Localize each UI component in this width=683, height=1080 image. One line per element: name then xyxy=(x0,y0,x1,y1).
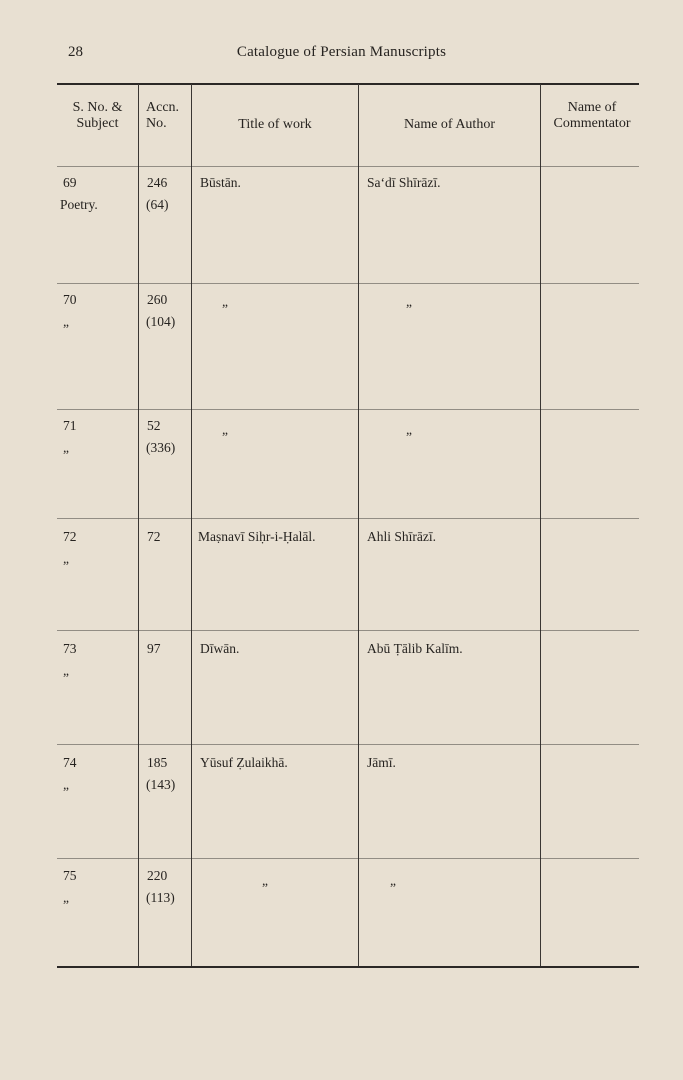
row-author: „ xyxy=(406,294,412,309)
row-subject: „ xyxy=(63,551,69,566)
row-subject: „ xyxy=(63,777,69,792)
table-bottom-rule xyxy=(57,966,639,968)
row-subject: „ xyxy=(63,663,69,678)
column-divider xyxy=(358,84,359,966)
row-accn-old: (336) xyxy=(146,440,176,455)
row-title: Būstān. xyxy=(200,175,241,190)
row-accn-old: (104) xyxy=(146,314,176,329)
row-accn: 185 xyxy=(147,755,168,770)
row-rule xyxy=(57,166,639,167)
row-accn: 72 xyxy=(147,529,161,544)
row-author: Ahli Shīrāzī. xyxy=(367,529,436,544)
row-author: „ xyxy=(406,422,412,437)
header-accn-line2: No. xyxy=(146,116,167,131)
header-sno-line1: S. No. & xyxy=(72,100,123,115)
row-sno: 70 xyxy=(63,292,77,307)
row-accn-old: (143) xyxy=(146,777,176,792)
row-accn-old: (64) xyxy=(146,197,169,212)
row-title: Maṣnavī Siḥr-i-Ḥalāl. xyxy=(198,529,316,544)
row-subject: „ xyxy=(63,440,69,455)
header-accn-line1: Accn. xyxy=(146,100,180,115)
header-author: Name of Author xyxy=(404,117,495,132)
row-author: Jāmī. xyxy=(367,755,396,770)
row-subject: „ xyxy=(63,890,69,905)
row-sno: 71 xyxy=(63,418,77,433)
row-sno: 74 xyxy=(63,755,77,770)
row-sno: 73 xyxy=(63,641,77,656)
column-divider xyxy=(540,84,541,966)
header-sno-line2: Subject xyxy=(76,116,119,131)
header-commentator xyxy=(540,100,644,132)
row-sno: 75 xyxy=(63,868,77,883)
row-rule xyxy=(57,283,639,284)
page-number: 28 xyxy=(68,44,83,60)
row-subject: Poetry. xyxy=(60,197,98,212)
row-subject: „ xyxy=(63,314,69,329)
column-divider xyxy=(191,84,192,966)
row-accn: 246 xyxy=(147,175,168,190)
row-author: Abū Ṭālib Kalīm. xyxy=(367,641,463,656)
row-title: „ xyxy=(222,422,228,437)
header-commentator-line2: Commentator xyxy=(553,116,631,131)
table-top-rule xyxy=(57,83,639,85)
row-rule xyxy=(57,630,639,631)
row-rule xyxy=(57,518,639,519)
row-title: „ xyxy=(262,873,268,888)
row-rule xyxy=(57,409,639,410)
column-divider xyxy=(138,84,139,966)
row-accn-old: (113) xyxy=(146,890,175,905)
row-accn: 52 xyxy=(147,418,161,433)
header-title: Title of work xyxy=(238,117,312,132)
row-author: „ xyxy=(390,873,396,888)
row-sno: 72 xyxy=(63,529,77,544)
row-title: Dīwān. xyxy=(200,641,240,656)
header-sno xyxy=(57,100,138,132)
header-commentator-line1: Name of xyxy=(567,100,617,115)
row-rule xyxy=(57,744,639,745)
row-author: Sa‘dī Shīrāzī. xyxy=(367,175,441,190)
row-sno: 69 xyxy=(63,175,77,190)
row-accn: 97 xyxy=(147,641,161,656)
running-head: Catalogue of Persian Manuscripts xyxy=(236,44,447,60)
row-accn: 260 xyxy=(147,292,168,307)
header-accn xyxy=(139,100,191,132)
row-accn: 220 xyxy=(147,868,168,883)
row-title: Yūsuf Ẓulaikhā. xyxy=(200,755,288,770)
row-title: „ xyxy=(222,294,228,309)
row-rule xyxy=(57,858,639,859)
